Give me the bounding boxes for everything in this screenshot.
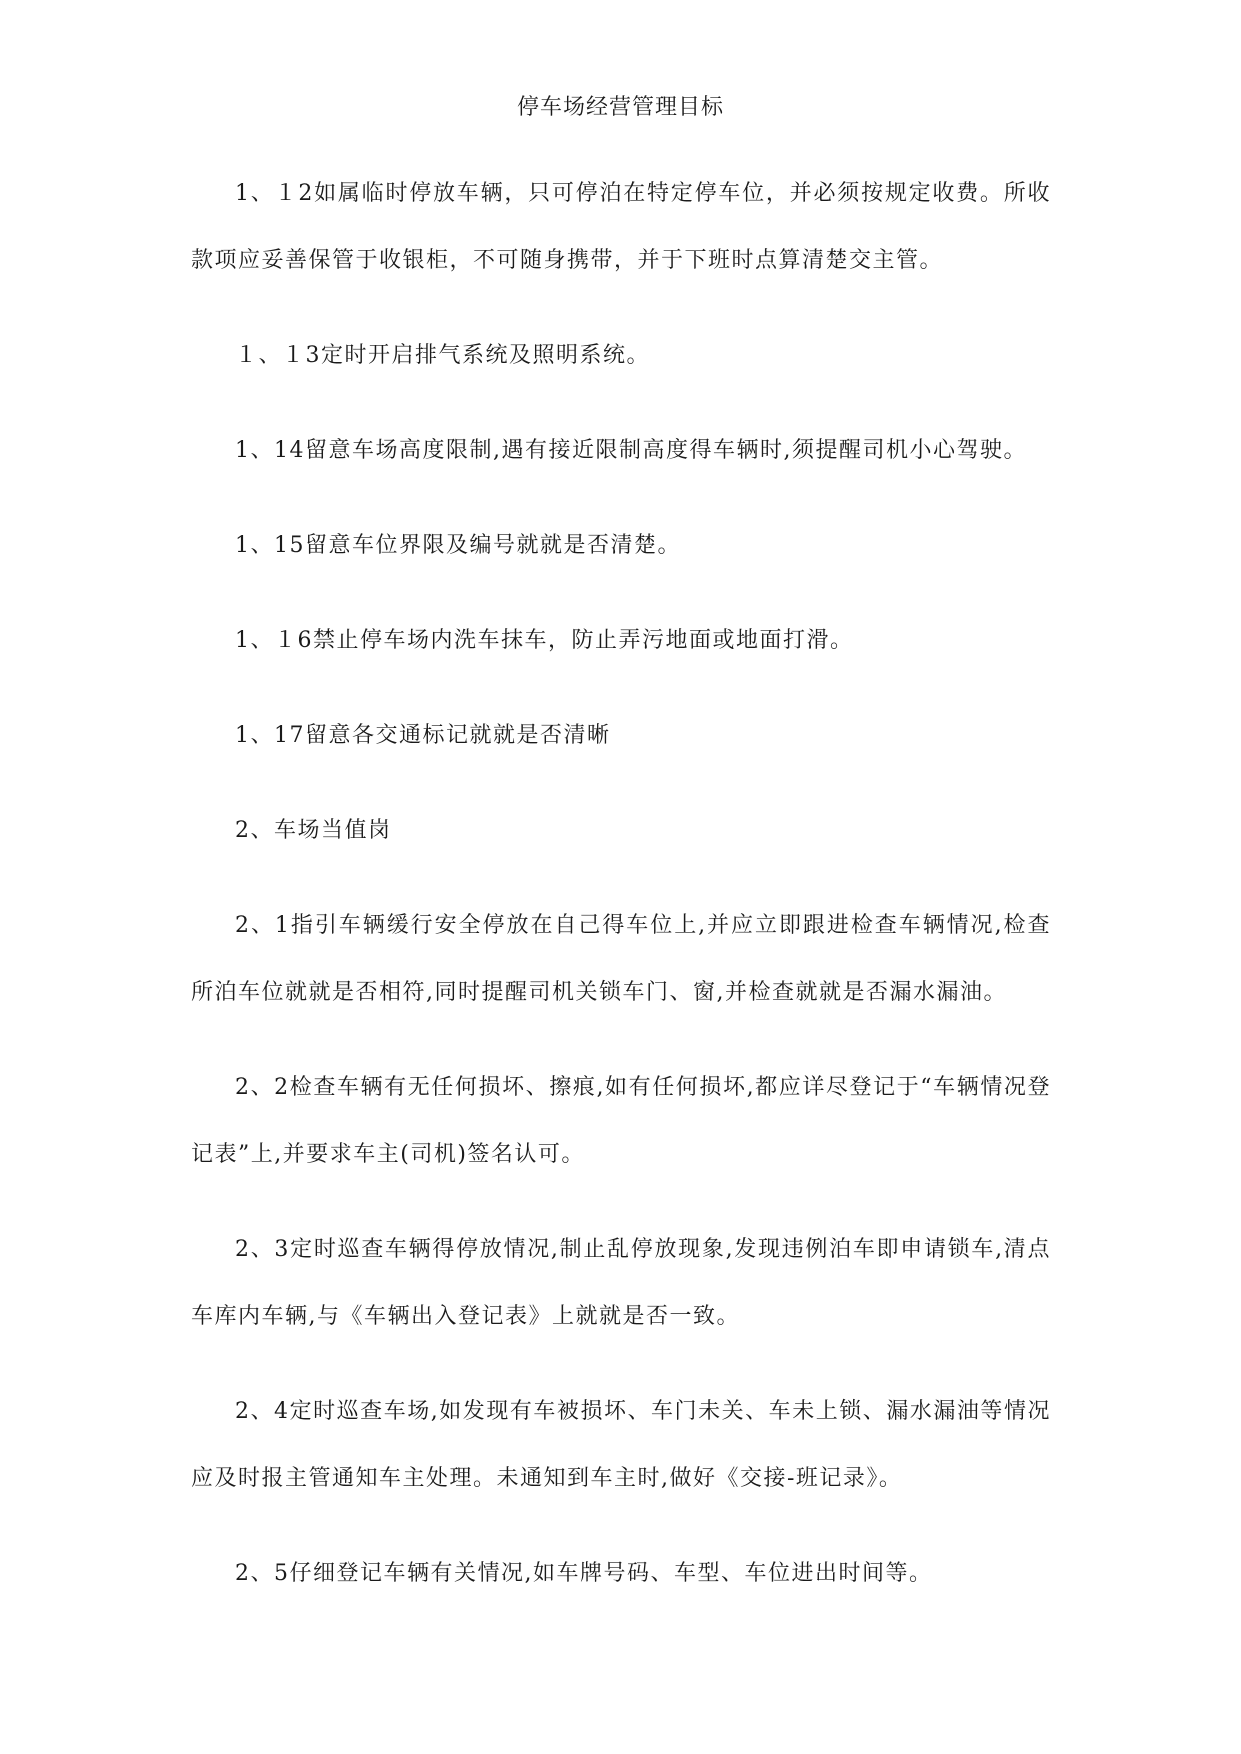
paragraph-1-15: 1、15留意车位界限及编号就就是否清楚。: [235, 533, 681, 558]
document-body: [191, 160, 1051, 1635]
paragraph-2-2: 2、2检查车辆有无任何损坏、擦痕,如有任何损坏,都应详尽登记于“车辆情况登记表”上,并要求车主(司机)签名认可。: [191, 1075, 1051, 1167]
paragraph-2-4: 2、4定时巡查车场,如发现有车被损坏、车门未关、车未上锁、漏水漏油等情况应及时报主管通知车主处理。未通知到车主时,做好《交接-班记录》。: [191, 1399, 1051, 1491]
paragraph-1-16: 1、１6禁止停车场内洗车抹车，防止弄污地面或地面打滑。: [235, 628, 854, 653]
paragraph-1-14: 1、14留意车场高度限制,遇有接近限制高度得车辆时,须提醒司机小心驾驶。: [235, 438, 1027, 463]
paragraph-1-12: 1、１2如属临时停放车辆，只可停泊在特定停车位，并必须按规定收费。所收款项应妥善保管于收银柜，不可随身携带，并于下班时点算清楚交主管。: [191, 181, 1051, 273]
paragraph-1-13: １、１3定时开启排气系统及照明系统。: [235, 343, 650, 368]
paragraph-1-17: 1、17留意各交通标记就就是否清晰: [235, 723, 611, 748]
section-heading-2: 2、车场当值岗: [235, 818, 392, 843]
paragraph-2-1: 2、1指引车辆缓行安全停放在自己得车位上,并应立即跟进检查车辆情况,检查所泊车位就就是否相符,同时提醒司机关锁车门、窗,并检查就就是否漏水漏油。: [191, 913, 1051, 1005]
document-title: 停车场经营管理目标: [516, 95, 724, 120]
paragraph-2-5: 2、5仔细登记车辆有关情况,如车牌号码、车型、车位进出时间等。: [235, 1561, 933, 1586]
paragraph-2-3: 2、3定时巡查车辆得停放情况,制止乱停放现象,发现违例泊车即申请锁车,清点车库内车辆,与《车辆出入登记表》上就就是否一致。: [191, 1237, 1051, 1329]
